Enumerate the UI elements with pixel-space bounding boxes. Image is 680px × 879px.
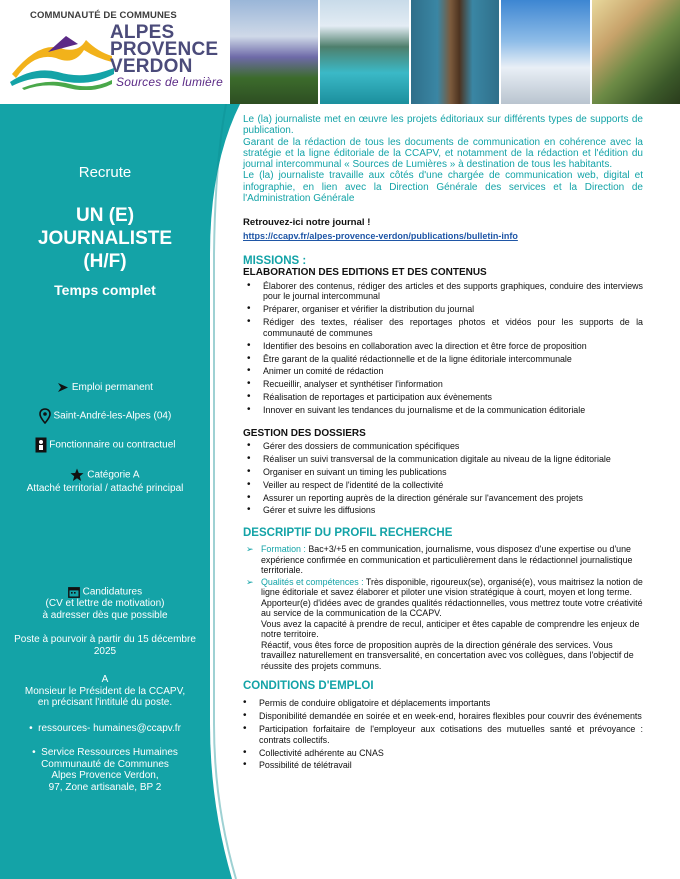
schedule: Temps complet <box>54 282 156 298</box>
email-row[interactable] <box>0 723 210 734</box>
status-text: Fonctionnaire ou contractuel <box>49 439 176 451</box>
profile-extra: Réactif, vous êtes force de proposition auprès de la direction générale des services. Vous travaillez naturellement en transversalité, en concertation avec vos collègues, dans l'objectif de réussite des projets communs. <box>261 639 634 671</box>
logo-org: COMMUNAUTÉ DE COMMUNES <box>30 10 177 21</box>
list-item: • Gérer des dossiers de communication spécifiques <box>243 441 643 452</box>
photo-gorge <box>590 0 680 104</box>
list-item: • Être garant de la qualité rédactionnelle et de la ligne éditoriale intercommunale <box>243 354 643 365</box>
bullet-icon: • <box>32 747 42 758</box>
logo-names <box>110 24 223 89</box>
postal-line: Communauté de Communes <box>41 758 169 770</box>
logo-tagline: Sources de lumière <box>116 75 223 89</box>
profile-extra: Apporteur(e) d'idées avec de grandes qualités rédactionnelles, vous mettrez toute votre créativité au service de la communication de la CCAPV. <box>261 597 643 619</box>
start-date-line: 2025 <box>93 645 117 657</box>
job-title <box>0 204 210 273</box>
applications-deadline: à adresser dès que possible <box>42 609 168 621</box>
postal-line: Service Ressources Humaines <box>41 747 178 758</box>
missions-heading: MISSIONS : <box>243 255 307 268</box>
photo-lavender-mountains <box>228 0 318 104</box>
journal-link[interactable]: https://ccapv.fr/alpes-provence-verdon/publications/bulletin-info <box>243 231 518 242</box>
dossiers-heading: GESTION DES DOSSIERS <box>243 427 366 439</box>
intro <box>243 114 643 204</box>
calendar-icon <box>68 586 80 598</box>
conditions-list <box>239 698 643 771</box>
photo-snow-trees <box>499 0 589 104</box>
address-to-line: A <box>101 674 109 685</box>
conditions-heading: CONDITIONS D'EMPLOI <box>243 680 374 693</box>
profile-label: Formation : <box>261 544 306 555</box>
list-item: • Permis de conduire obligatoire et déplacements importants <box>239 698 643 709</box>
list-item: • Gérer et suivre les diffusions <box>243 505 643 516</box>
ccapv-logo <box>0 0 228 104</box>
list-item: • Collectivité adhérente au CNAS <box>239 748 643 759</box>
list-item: • Assurer un reporting auprès de la direction générale sur l'avancement des projets <box>243 493 643 504</box>
job-title-line: (H/F) <box>83 251 127 272</box>
profile-item-formation <box>243 544 643 576</box>
address-to-line: en précisant l'intitulé du poste. <box>37 697 173 708</box>
list-item: • Veiller au respect de l'identité de la collectivité <box>243 480 643 491</box>
location-text: Saint-André-les-Alpes (04) <box>53 410 172 422</box>
arrow-bullet-icon: ➢ <box>246 576 254 587</box>
list-item: • Réalisation de reportages et participation aux évènements <box>243 392 643 403</box>
photo-turquoise-lake <box>318 0 408 104</box>
profile-text: Bac+3/+5 en communication, journalisme, vous disposez d'une expertise ou d'une expérience confirmée en communication et particulièrement dans le rédactionnel journalistique territoriale. <box>261 544 633 576</box>
profile-item-qualities <box>243 577 643 672</box>
arrow-icon <box>57 382 69 393</box>
header-photo-strip <box>228 0 680 104</box>
list-item: • Élaborer des contenus, rédiger des articles et des supports graphiques, conduire des interviews pour le journal intercommunal <box>243 281 643 302</box>
status-row <box>0 437 210 453</box>
main-content <box>243 114 643 771</box>
start-date-line: Poste à pourvoir à partir du 15 décembre <box>14 634 196 645</box>
location-pin-icon <box>39 408 51 424</box>
person-badge-icon <box>35 437 47 453</box>
intro-paragraph: Le (la) journaliste travaille aux côtés d'une chargée de communication web, digital et infographie, en lien avec la Direction Générale des services et la Direction de l'Administration Générale <box>243 170 643 205</box>
postal-address <box>0 747 210 793</box>
category-grade: Attaché territorial / attaché principal <box>26 483 184 494</box>
contract-text: Emploi permanent <box>71 382 153 394</box>
intro-paragraph: Le (la) journaliste met en œuvre les projets éditoriaux sur différents types de supports de publication. <box>243 114 643 137</box>
bullet-icon: • <box>29 723 39 734</box>
list-item: • Participation forfaitaire de l'employeur aux cotisations des mutuelles santé et prévoyance : contrats collectifs. <box>239 724 643 745</box>
profile-list <box>243 544 643 671</box>
job-title-line: JOURNALISTE <box>37 228 173 249</box>
category-row <box>0 468 210 494</box>
profile-heading: DESCRIPTIF DU PROFIL RECHERCHE <box>243 527 453 540</box>
sidebar <box>0 104 240 879</box>
editions-heading: ELABORATION DES EDITIONS ET DES CONTENUS <box>243 267 487 279</box>
list-item: • Possibilité de télétravail <box>239 760 643 771</box>
logo-line-1: ALPES <box>110 22 175 43</box>
postal-line: Alpes Provence Verdon, <box>51 770 159 781</box>
profile-extra: Vous avez la capacité à prendre de recul, anticiper et êtes capable de comprendre les enjeux de notre territoire. <box>261 618 640 640</box>
address-to-line: Monsieur le Président de la CCAPV, <box>24 685 186 697</box>
applications-title: Candidatures <box>82 586 143 598</box>
recrute-label: Recrute <box>78 164 132 181</box>
list-item: • Animer un comité de rédaction <box>243 366 643 377</box>
list-item: • Disponibilité demandée en soirée et en week-end, horaires flexibles pour couvrir des événements <box>239 711 643 722</box>
postal-line: 97, Zone artisanale, BP 2 <box>48 781 162 793</box>
photo-tree-lake <box>409 0 499 104</box>
list-item: • Recueillir, analyser et synthétiser l'information <box>243 379 643 390</box>
intro-paragraph: Garant de la rédaction de tous les documents de communication en cohérence avec la stratégie et la ligne éditoriale de la CCAPV, et notamment de la rédaction et l'édition du journal intercommunal « Sources de Lumières » à destination de tous les habitants. <box>243 136 643 171</box>
list-item: • Organiser en suivant un timing les publications <box>243 467 643 478</box>
start-date <box>0 634 210 657</box>
address-to <box>0 674 210 709</box>
logo-line-2: PROVENCE <box>110 39 219 60</box>
contract-row <box>0 382 210 393</box>
location-row <box>0 408 210 424</box>
list-item: • Réaliser un suivi transversal de la communication digitale au niveau de la ligne éditoriale <box>243 454 643 465</box>
arrow-bullet-icon: ➢ <box>246 544 254 555</box>
list-item: • Identifier des besoins en collaboration avec la direction et être force de proposition <box>243 341 643 352</box>
journal-cta: Retrouvez-ici notre journal ! <box>243 217 371 229</box>
editions-list <box>243 281 643 416</box>
list-item: • Rédiger des textes, réaliser des reportages photos et vidéos pour les supports de la communauté de communes <box>243 317 643 338</box>
profile-label: Qualités et compétences : <box>261 576 364 587</box>
dossiers-list <box>243 441 643 516</box>
category-text: Catégorie A <box>87 469 140 481</box>
list-item: • Préparer, organiser et vérifier la distribution du journal <box>243 304 643 315</box>
profile-text: Très disponible, rigoureux(se), organisé(e), vous maitrisez la notion de ligne éditoriale et savez élaborer et piloter une vision stratégique à court, moyen et long terme. <box>261 576 643 598</box>
logo-line-3: VERDON <box>110 56 193 77</box>
email-link[interactable]: ressources- humaines@ccapv.fr <box>38 723 181 734</box>
applications-docs: (CV et lettre de motivation) <box>45 598 165 610</box>
job-title-line: UN (E) <box>75 205 135 226</box>
star-icon <box>70 468 84 482</box>
list-item: • Innover en suivant les tendances du journalisme et de la communication éditoriale <box>243 405 643 416</box>
applications-block <box>0 586 210 621</box>
mountain-logo-icon <box>8 22 118 90</box>
